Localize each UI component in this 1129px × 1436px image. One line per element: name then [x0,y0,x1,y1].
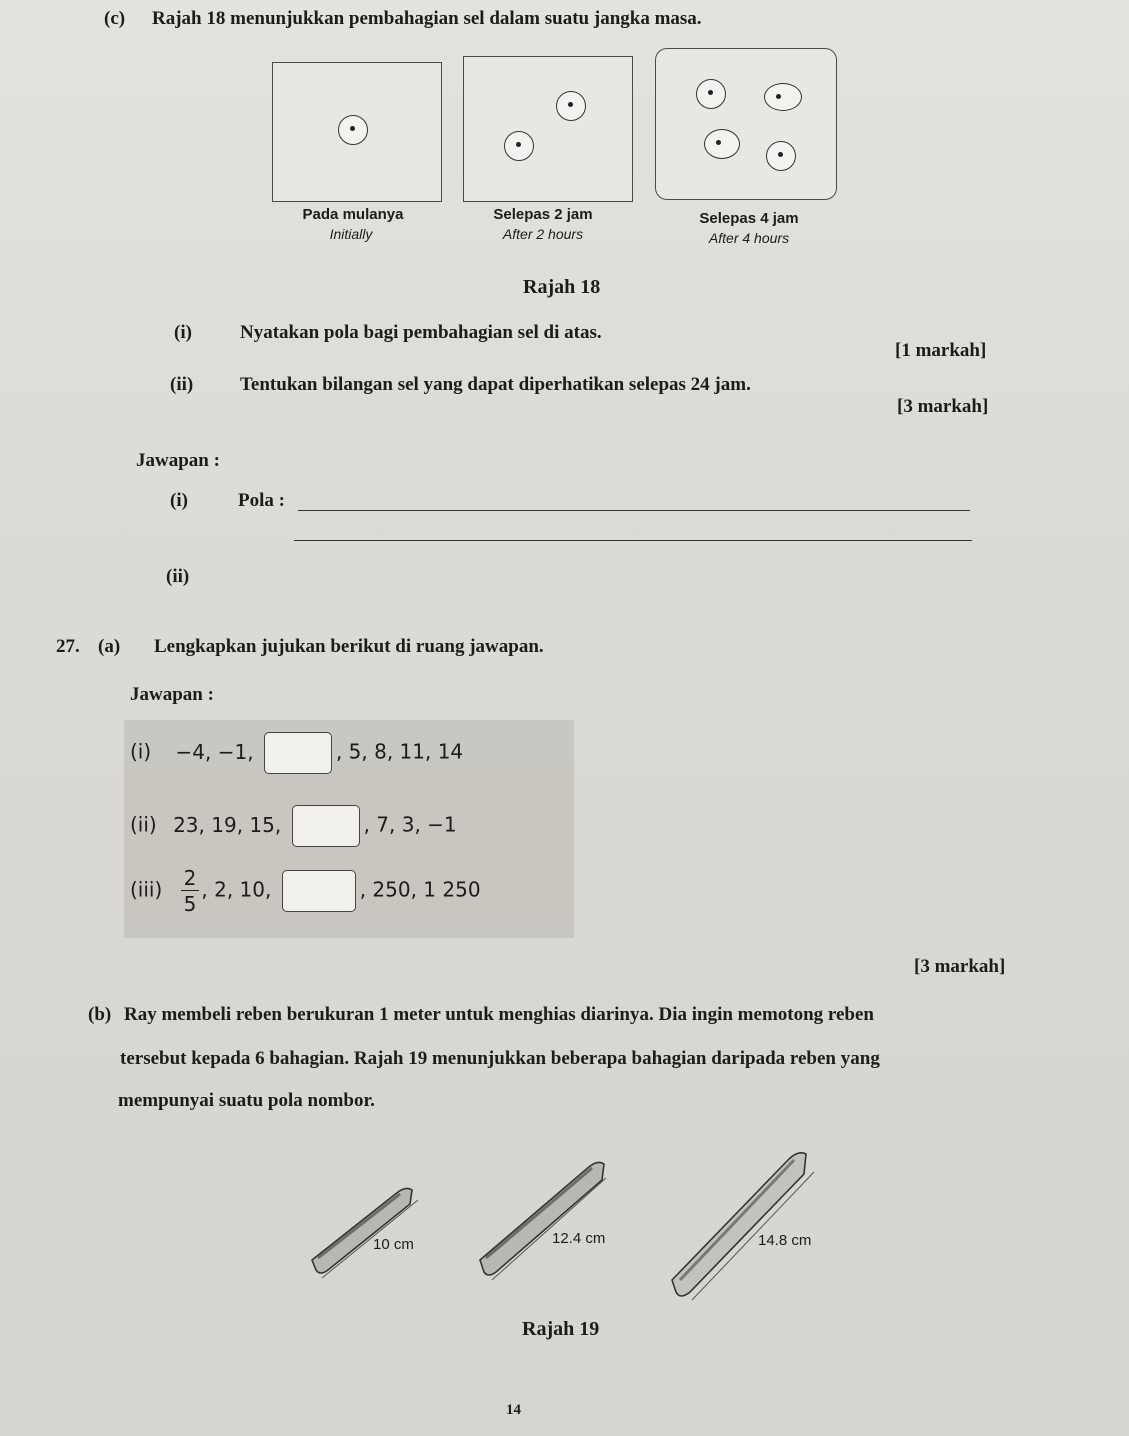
panel-4-hours [655,48,837,200]
sequence-ii-before: 23, 19, 15, [173,812,282,837]
answer-c-ii-label: (ii) [166,566,190,587]
cell [696,79,726,109]
caption-4h-en: After 4 hours [708,230,790,246]
caption-2h-ms: Selepas 2 jam [493,206,593,223]
sequence-iii-after: , 250, 1 250 [359,877,481,902]
sequence-ii-label: (ii) [130,812,157,837]
sequence-i-after: , 5, 8, 11, 14 [335,739,464,764]
sequence-i-label: (i) [130,739,152,764]
cell [556,91,586,121]
ribbon-3 [672,1153,814,1300]
caption-initial-en: Initially [329,226,373,242]
cell [766,141,796,171]
sequence-ii-after: , 7, 3, −1 [363,812,457,837]
sequence-ii [130,805,457,847]
pola-answer-line-1 [298,510,970,511]
cell [338,115,368,145]
q27-a-marks: [3 markah] [914,956,1006,977]
answer-c-i-label: (i) [170,490,188,511]
ribbon-1-length: 10 cm [373,1236,414,1253]
ribbon-2 [480,1162,606,1280]
q27-b-line-1: Ray membeli reben berukuran 1 meter untuk menghias diarinya. Dia ingin memotong reben [124,1004,874,1025]
sequence-ii-answer-box[interactable] [292,805,360,847]
sequence-i-answer-box[interactable] [264,732,332,774]
q27-a-text: Lengkapkan jujukan berikut di ruang jawapan. [154,636,544,657]
fraction-denominator: 5 [183,892,197,916]
part-ii-marks: [3 markah] [897,396,989,417]
sequence-iii-fraction [181,868,200,914]
part-ii-label: (ii) [170,374,194,395]
ribbon-2-length: 12.4 cm [552,1230,606,1247]
sequence-iii-before: , 2, 10, [201,877,272,902]
q27-number: 27. [56,636,80,657]
ribbon-3-length: 14.8 cm [758,1232,812,1249]
q27-b-label: (b) [88,1004,112,1025]
question-c-label: (c) [104,8,126,29]
ribbon-1 [312,1188,418,1278]
fraction-numerator: 2 [181,868,200,891]
sequence-iii [130,868,481,914]
sequence-i [130,732,463,774]
figure-18-title: Rajah 18 [523,276,601,298]
q27-b-line-2: tersebut kepada 6 bahagian. Rajah 19 menunjukkan beberapa bahagian daripada reben yang [120,1048,880,1069]
caption-2h-en: After 2 hours [502,226,584,242]
q27-answer-heading: Jawapan : [130,684,214,705]
page-number: 14 [506,1402,521,1418]
part-ii-text: Tentukan bilangan sel yang dapat diperhatikan selepas 24 jam. [240,374,751,395]
part-i-label: (i) [174,322,192,343]
pola-label: Pola : [238,490,285,511]
figure-19-title: Rajah 19 [522,1318,600,1340]
ribbon-2-measure-line [492,1178,606,1280]
cell [504,131,534,161]
sequence-iii-answer-box[interactable] [282,870,356,912]
caption-4h-ms: Selepas 4 jam [699,210,799,227]
figure-19 [300,1130,860,1310]
caption-initial-ms: Pada mulanya [302,206,404,223]
question-c-text: Rajah 18 menunjukkan pembahagian sel dalam suatu jangka masa. [152,8,702,29]
q27-a-label: (a) [98,636,121,657]
pola-answer-line-2 [294,540,972,541]
panel-2-hours [463,56,633,202]
part-i-marks: [1 markah] [895,340,987,361]
cell [764,83,802,111]
sequence-i-before: −4, −1, [175,739,254,764]
panel-initial [272,62,442,202]
part-i-text: Nyatakan pola bagi pembahagian sel di atas. [240,322,602,343]
q27-b-line-3: mempunyai suatu pola nombor. [118,1090,375,1111]
sequence-iii-label: (iii) [130,877,163,902]
cell [704,129,740,159]
answer-c-heading: Jawapan : [136,450,220,471]
